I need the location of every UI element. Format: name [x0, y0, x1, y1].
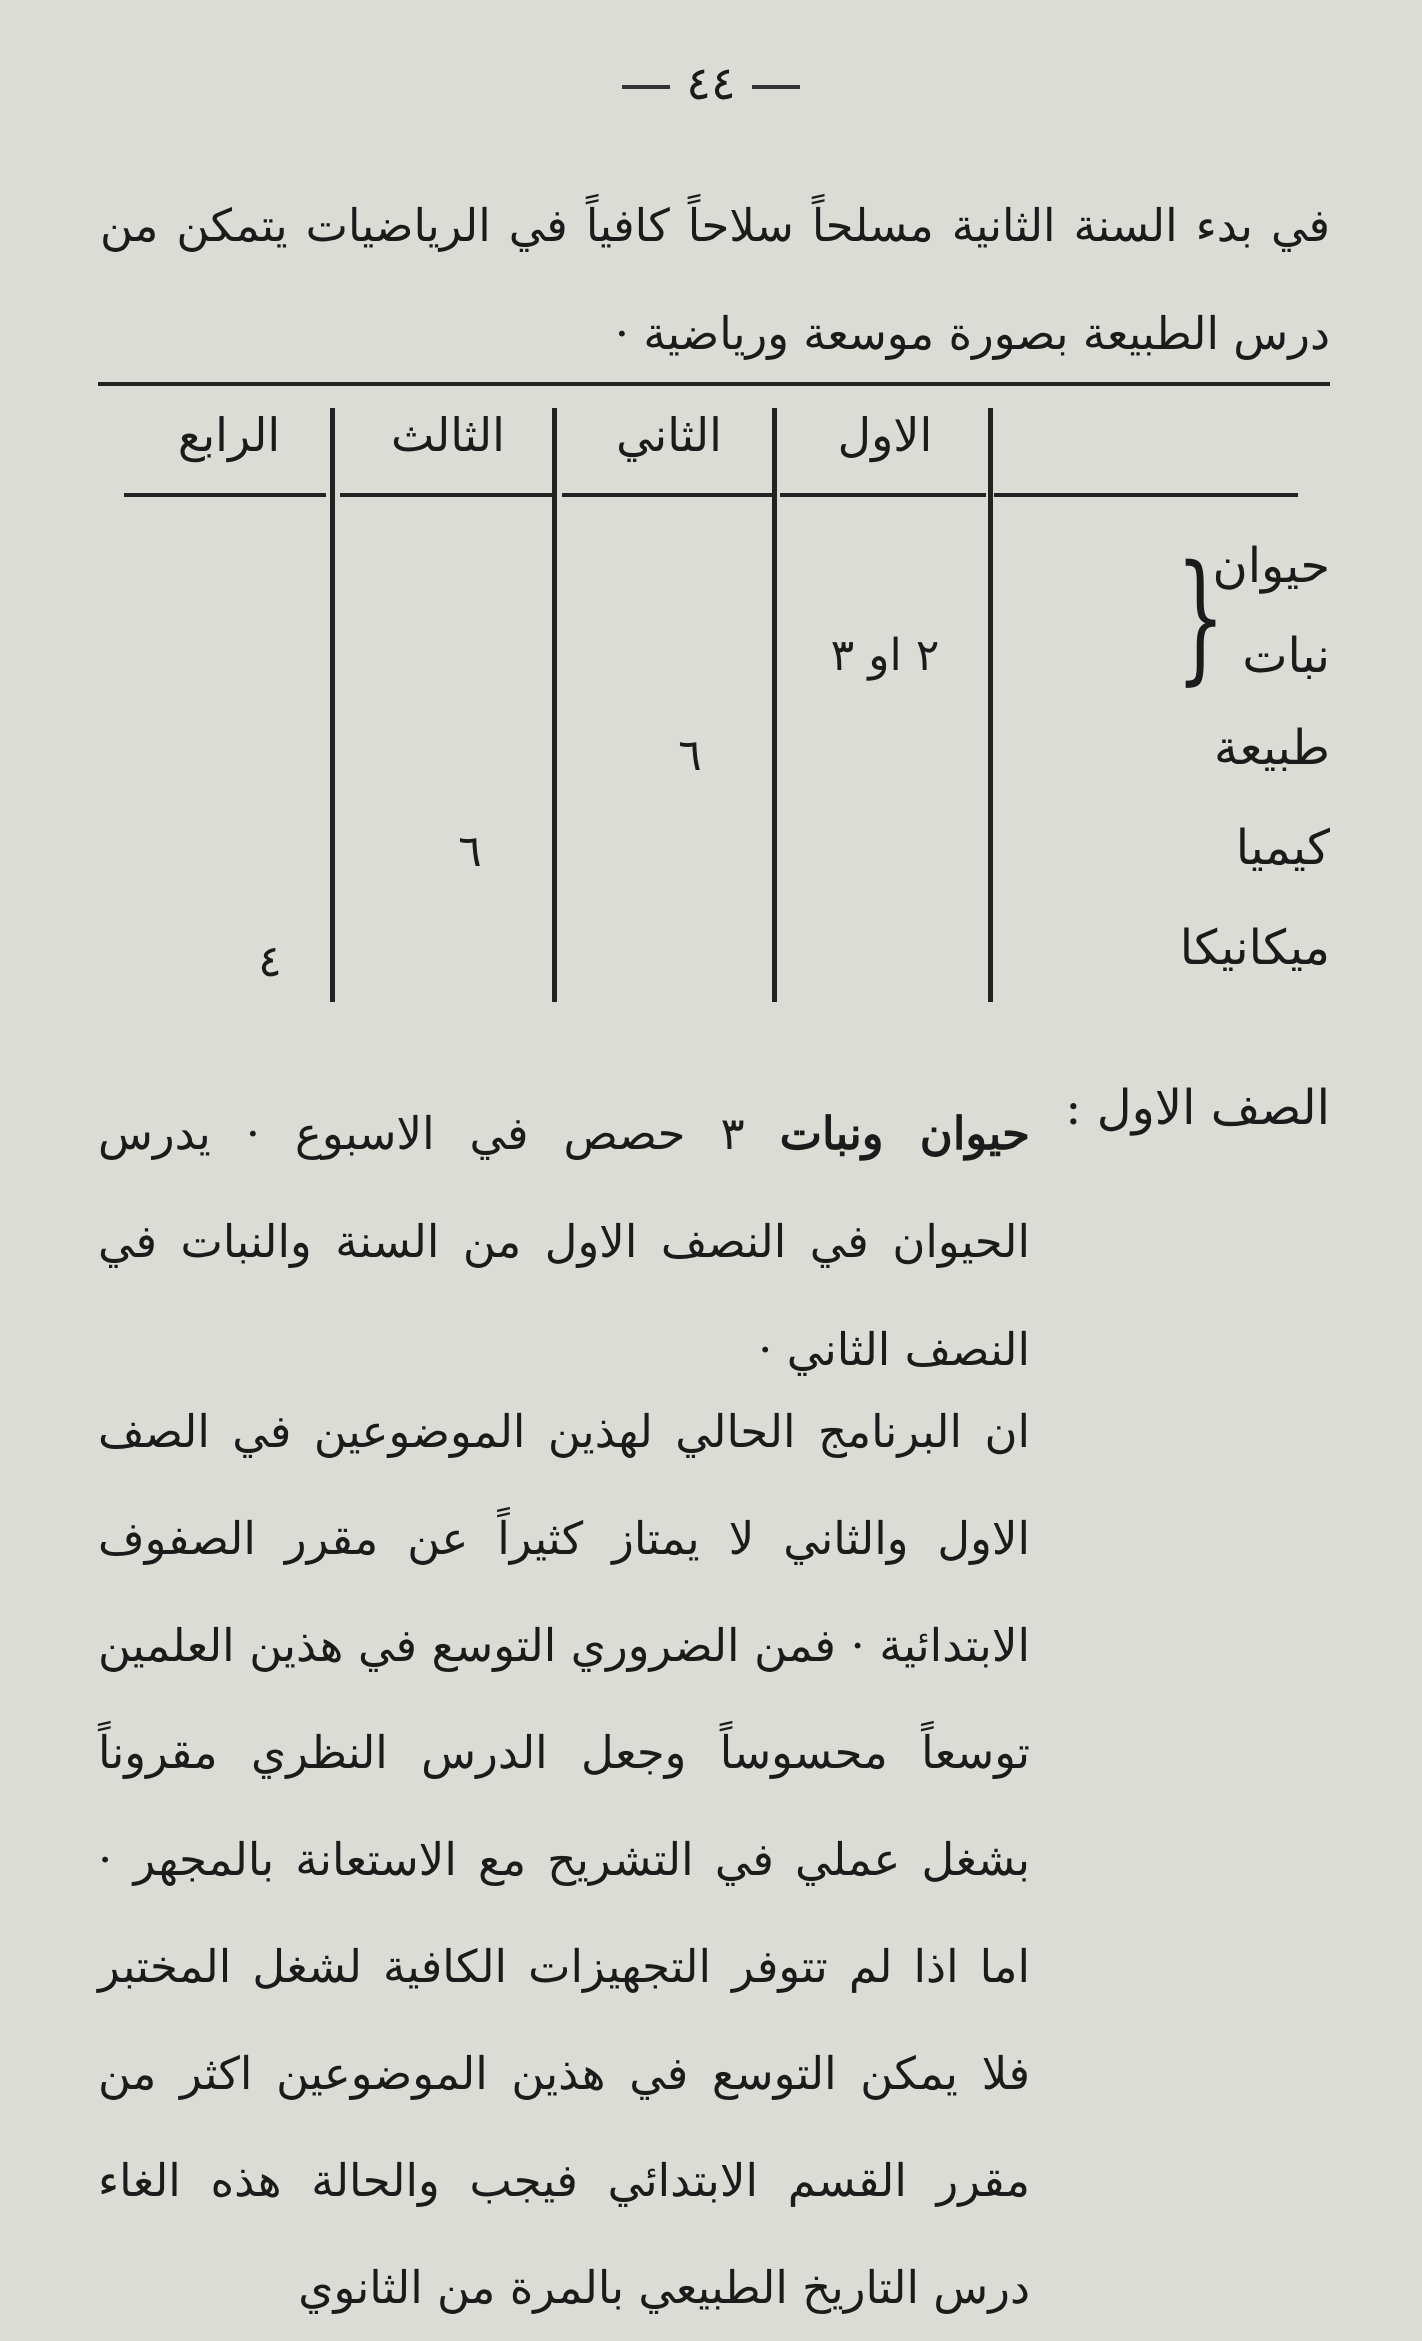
header-rule: [562, 493, 772, 497]
subject-animal: حيوان: [1212, 538, 1330, 594]
ornament-dash: [622, 85, 670, 89]
subject-mechanics: ميكانيكا: [1179, 920, 1330, 976]
cell-mechanics-fourth: ٤: [258, 936, 282, 987]
grade-one-subjects: حيوان ونبات: [779, 1107, 1030, 1160]
header-third: الثالث: [391, 408, 505, 462]
column-divider: [552, 408, 557, 1002]
header-rule: [340, 493, 552, 497]
table-top-rule: [98, 382, 1330, 386]
ornament-dash: [752, 85, 800, 89]
cell-chemistry-third: ٦: [458, 826, 482, 877]
header-rule: [994, 493, 1298, 497]
subject-chemistry: كيميا: [1235, 820, 1330, 876]
header-second: الثاني: [616, 408, 722, 462]
grouping-brace: }: [1176, 536, 1226, 699]
cell-animal-plant-first: ٢ او ٣: [830, 630, 940, 681]
header-first: الاول: [837, 408, 933, 462]
grade-one-description: ٣ حصص في الاسبوع · يدرس الحيوان في النصف الاول من السنة والنبات في النصف الثاني ·: [98, 1107, 1030, 1376]
header-rule: [124, 493, 326, 497]
intro-paragraph: في بدء السنة الثانية مسلحاً سلاحاً كافياً في الرياضيات يتمكن من درس الطبيعة بصورة موسعة ورياضية ·: [100, 199, 1330, 360]
grade-one-text: [98, 1080, 1030, 1404]
page-number: [0, 56, 1422, 110]
cell-physics-second: ٦: [678, 730, 702, 781]
grade-one-label: الصف الاول :: [1065, 1080, 1330, 1136]
column-divider: [772, 408, 777, 1002]
subject-plant: نبات: [1242, 628, 1330, 684]
column-divider: [330, 408, 335, 1002]
header-fourth: الرابع: [177, 408, 281, 462]
page-number-text: ٤٤: [686, 56, 736, 110]
column-divider: [988, 408, 993, 1002]
body-paragraph: ان البرنامج الحالي لهذين الموضوعين في الصف الاول والثاني لا يمتاز كثيراً عن مقرر الصفوف الابتدائية · فمن الضروري التوسع في هذين العلمين توسعاً محسوساً وجعل الدرس النظري مقروناً بشغل عملي في التشريح مع الاستعانة بالمجهر · اما اذا لم تتوفر التجهيزات الكافية لشغل المختبر فلا يمكن التوسع في هذين الموضوعين اكثر من مقرر القسم الابتدائي فيجب والحالة هذه الغاء درس التاريخ الطبيعي بالمرة من الثانوي: [98, 1405, 1030, 2314]
header-rule: [780, 493, 986, 497]
subject-physics: طبيعة: [1213, 720, 1330, 776]
